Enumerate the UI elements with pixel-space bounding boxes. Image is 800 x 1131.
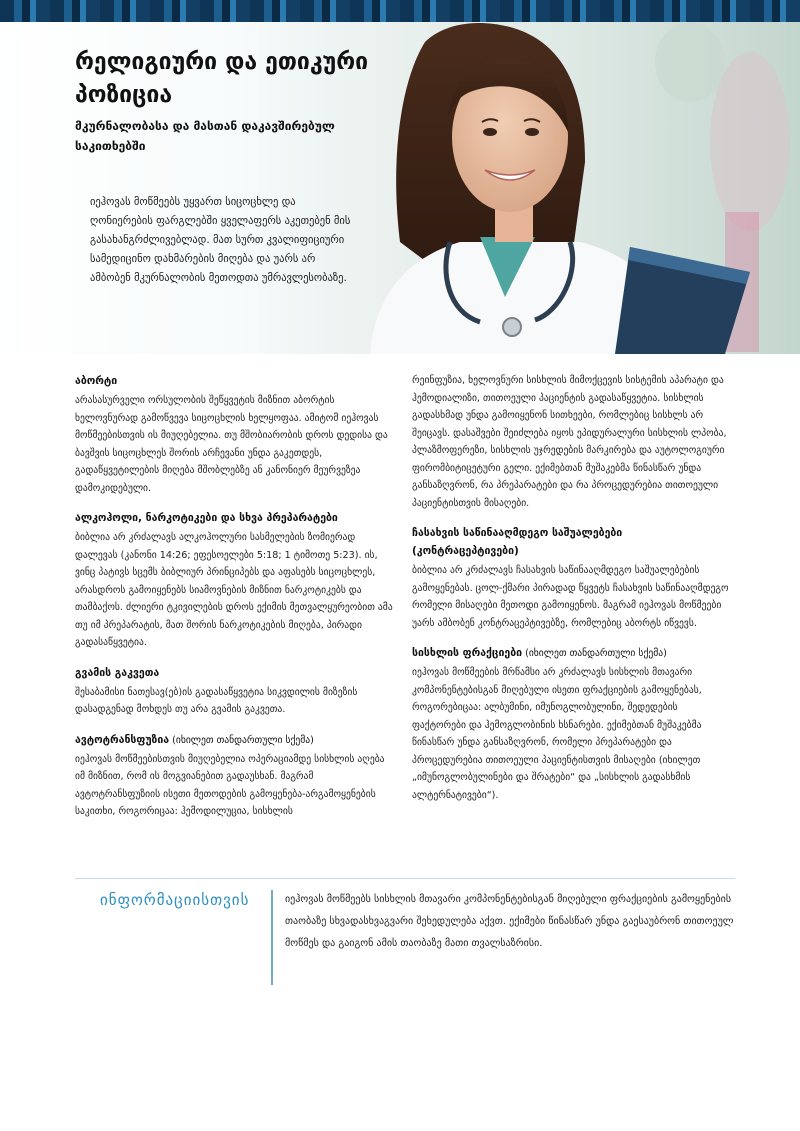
info-divider xyxy=(75,878,735,879)
doctor-photo xyxy=(330,22,800,354)
section-heading xyxy=(412,644,732,663)
section-text: იეჰოვას მოწმეების მრწამსი არ კრძალავს სისხლის მთავარი კომპონენტებისგან მიღებული ისეთი ფრაქციების გამოყენებას, როგორებიცაა: ალბუმინი, იმუნოგლობულინი, შედედების ფაქტორები და ჰემოგლობინის ხსნარები. ექიმებთან მუშაკებმა წინასწარ უნდა განსაზღვრონ, რომელი პრეპარატები და პროცედურებია თითოეული პაციენტისთვის მისაღები (იხილეთ „იმუნოგლობულინები და შრატები“ და „სისხლის გადასხმის ალტერნატივები“). xyxy=(412,667,702,801)
left-column xyxy=(75,372,395,833)
section-heading-text: სისხლის ფრაქციები xyxy=(412,647,523,659)
section-heading-text: ჩასახვის საწინააღმდეგო საშუალებები (კონტრაცეპტივები) xyxy=(412,527,623,557)
section-text: ბიბლია არ კრძალავს ალკოჰოლური სასმელების ზომიერად დალევას (კანონი 14:26; ეფესოელები 5:18; 1 ტიმოთე 5:23). ის, ვინც პატივს სცემს ბიბლიურ პრინციპებს და აფასებს სიცოცხლეს, არასდროს გამოიყენებს სიამოვნების მიზნით ნარკოტიკებს და თამბაქოს. ძლიერი ტკივილების დროს ექიმის მეთვალყურეობით ამა თუ იმ პრეპარატის, მათ შორის ნარკოტიკების მიღება, პირადი გადასაწყვეტია. xyxy=(75,532,393,648)
section-autotransfusion-continued xyxy=(412,372,732,512)
section-heading-text: ავტოტრანსფუზია xyxy=(75,733,170,746)
info-label: ინფორმაციისთვის xyxy=(100,891,250,909)
section-heading xyxy=(75,509,395,528)
section-heading xyxy=(75,664,395,683)
section-text: არასასურველი ორსულობის შეწყვეტის მიზნით აბორტის ხელოვნურად გამოწვევა სიცოცხლის ხელყოფაა. ამიტომ იეჰოვას მოწმეებისთვის ის მიუღებელია. თუ მშობიარობის დროს დედისა და ბავშვის სიცოცხლეს შორის არჩევანი უნდა გაკეთდეს, გადაწყვეტილების მიღება მშობლებზე ან კანონიერ მეურვეზეა დამოკიდებული. xyxy=(75,395,388,494)
right-column xyxy=(412,372,732,816)
info-text: იეჰოვას მოწმეებს სისხლის მთავარი კომპონენტებისგან მიღებული ფრაქციების გამოყენების თაობაზე სხვადასხვაგვარი შეხედულება აქვთ. ექიმები წინასწარ უნდა გაესაუბრონ თითოეულ მოწმეს და გაიგონ ამის თაობაზე მათი თვალსაზრისი. xyxy=(285,894,734,949)
intro-paragraph: იეჰოვას მოწმეებს უყვართ სიცოცხლე და ღონიერების ფარგლებში ყველაფერს აკეთებენ მის გასახანგრძლივებლად. მათ სურთ კვალიფიციური სამედიცინო დახმარების მიღება და უარს არ ამბობენ მკურნალობის მეთოდთა უმრავლესობაზე. xyxy=(90,196,351,284)
section-text: რეინფუზია, ხელოვნური სისხლის მიმოქცევის სისტემის აპარატი და ჰემოდიალიზი, თითოეული პაციენტის გადასაწყვეტია. სისხლის გადასხმად უნდა გამოიყენონ სითხეები, რომლებიც სისხლს არ შეიცავს. დასაშვები შეიძლება იყოს ეპიდურალური სისხლის ლპობა, პლაზმოფერეზი, სისხლის უჯრედების მარკირება და აუტოლოგიური ფირომბიტიცეტური გელი. ექიმებთან მუშაკებმა წინასწარ უნდა განსაზღვრონ, რა პრეპარატები და რა პროცედურებია თითოეული პაციენტისთვის მისაღები. xyxy=(412,375,727,509)
section-autotransfusion xyxy=(75,731,395,821)
section-heading-note: (იხილეთ თანდართული სქემა) xyxy=(522,648,667,659)
section-text: იეჰოვას მოწმეებისთვის მიუღებელია ოპერაციამდე სისხლის აღება იმ მიზნით, რომ ის მოგვიანებით გადაუსხან. მაგრამ ავტოტრანსფუზიის ისეთი მეთოდების გამოყენება-არგამოყენების საკითხი, როგორიცაა: ჰემოდილუცია, სისხლის xyxy=(75,753,385,817)
section-alcohol-drugs xyxy=(75,509,395,652)
section-contraception xyxy=(412,524,732,632)
section-heading xyxy=(75,731,395,750)
section-heading xyxy=(412,524,732,561)
section-heading xyxy=(75,372,395,391)
section-autopsy xyxy=(75,664,395,719)
page-subtitle: მკურნალობასა და მასთან დაკავშირებულ საკითხებში xyxy=(75,119,335,153)
section-text: შესაბამისი ნათესავ(ებ)ის გადასაწყვეტია სიკვდილის მიზეზის დასადგენად მოხდეს თუ არა გვამის გაკვეთა. xyxy=(75,686,358,715)
section-heading-text: გვამის გაკვეთა xyxy=(75,666,160,679)
section-text: ბიბლია არ კრძალავს ჩასახვის საწინააღმდეგო საშუალებების გამოყენებას. ცოლ-ქმარი პირადად წყვეტს ჩასახვის საწინააღმდეგო რომელი მისაღები მეთოდი გამოიყენოს. მაგრამ იეჰოვას მოწმეები უარს ამბობენ კონტრაცეპტივებზე, რომლებიც აბორტს იწვევს. xyxy=(412,565,729,629)
section-abortion xyxy=(75,372,395,497)
page-title: რელიგიური და ეთიკური პოზიცია xyxy=(75,49,369,108)
section-heading-text: ალკოჰოლი, ნარკოტიკები და სხვა პრეპარატები xyxy=(75,512,338,524)
section-heading-text: აბორტი xyxy=(75,375,118,387)
section-heading-note: (იხილეთ თანდართული სქემა) xyxy=(169,734,314,746)
section-blood-fractions xyxy=(412,644,732,804)
info-vertical-rule xyxy=(271,890,273,985)
header-stripe xyxy=(0,0,800,22)
